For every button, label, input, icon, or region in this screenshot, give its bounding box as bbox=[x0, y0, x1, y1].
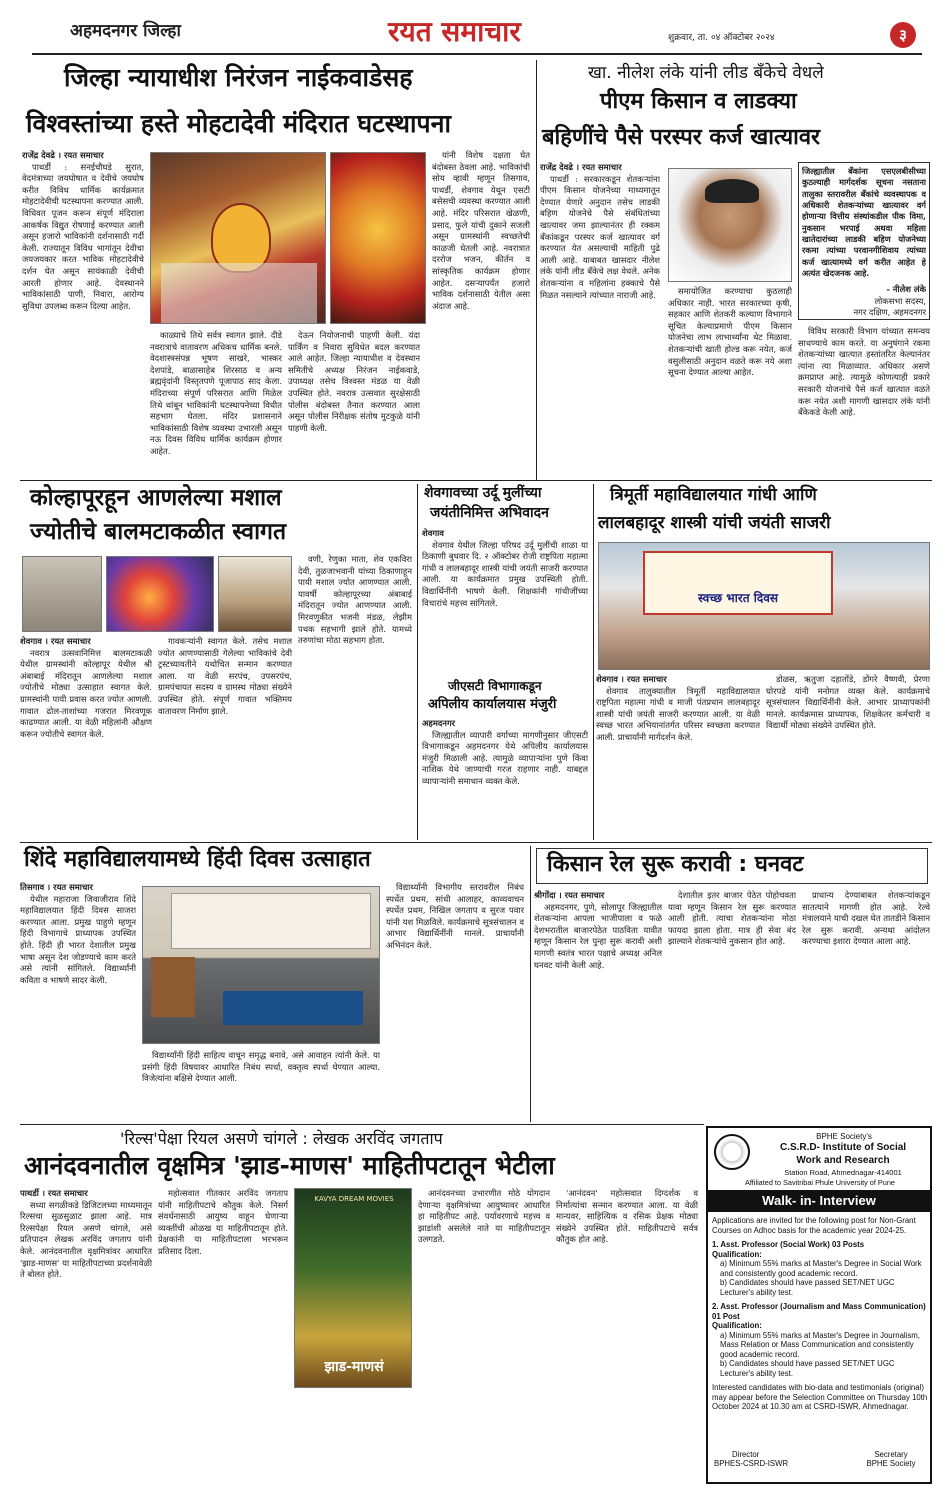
headline: किसान रेल सुरू करावी : घनवट bbox=[547, 852, 804, 877]
section-rule bbox=[20, 842, 932, 843]
byline: राजेंद्र देवढे । रयत समाचार bbox=[540, 162, 622, 172]
article-text: 'आनंदवन' महोत्सवात दिग्दर्शक व निर्मात्यांचा सन्मान करण्यात आला. या वेळी मान्यवर, साहित्यिक व रसिक प्रेक्षक मोठ्या संख्येने उपस्थित होते. माहितीपटाचे सर्वत्र कौतुक होत आहे. bbox=[556, 1188, 698, 1245]
article-text: समायोजित करण्याचा कुठलाही अधिकार नाही. भारत सरकारच्या कृषी, सहकार आणि शेतकरी कल्याण विभागाने सूचित केल्याप्रमाणे पीएम किसान योजनेचा लाभ लाभार्थ्यांना थेट मिळावा. शेतकऱ्यांची खाती होल्ड करू नयेत, कर्ज वसुलीसाठी अनुदान वळते करू नये अशा सूचना देण्यात आल्या आहेत. bbox=[668, 286, 792, 378]
banner-text: स्वच्छ भारत दिवस bbox=[697, 591, 779, 605]
article-mohtadevi bbox=[20, 58, 532, 478]
article-col-2 bbox=[668, 286, 792, 475]
article-col-1 bbox=[20, 882, 136, 1118]
article-text: डोळस, ऋतुजा दहातोंडे, डोंगरे वैष्णवी, प्रेरणा घोरपडे यांनी मनोगत व्यक्त केले. कार्यक्रमाचे सूत्रसंचालन विद्यार्थिनींनी केले. आभार प्राध्यापकांनी मानले. कार्यक्रमास प्राध्यापक, शिक्षकेतर कर्मचारी व विद्यार्थी मोठ्या संख्येने उपस्थित होते. bbox=[766, 674, 930, 731]
org-name-1: BPHE Society's bbox=[816, 1132, 872, 1141]
article-col-2 bbox=[158, 1188, 288, 1480]
article-trimurti bbox=[596, 484, 932, 840]
headline-line1: त्रिमूर्ती महाविद्यालयात गांधी आणि bbox=[610, 485, 817, 505]
article-col-1 bbox=[534, 890, 662, 1118]
article-mashal bbox=[20, 484, 414, 840]
banner-board bbox=[643, 551, 833, 615]
page-number-badge bbox=[890, 22, 916, 48]
headline: शिंदे महाविद्यालयामध्ये हिंदी दिवस उत्साहात bbox=[24, 847, 371, 872]
article-text: प्राधान्य देण्याबाबत शेतकऱ्यांकडून सातत्याने मागणी होत आहे. रेल्वे मंत्रालयाने याची दखल घेत तातडीने किसान रेल सुरू करावी. अन्यथा आंदोलन करण्याचा इशारा देण्यात आला आहे. bbox=[802, 890, 930, 947]
article-text: देऊन नियोजनाची पाहणी केली. यंदा पार्किंग व निवारा सुविधेत बदल करण्यात आले आहेत. जिल्हा न्यायाधीश व देवस्थान समितीचे अध्यक्ष निरंजन नाईकवाडे, उपाध्यक्ष तसेच विश्वस्त मंडळ या वेळी उपस्थित होते. नवरात्र उत्सवात सुरक्षेसाठी पोलीस बंदोबस्त तैनात करण्यात आला असून पोलीस निरीक्षक संतोष मुटकुळे यांनी पाहणी केली. bbox=[288, 330, 420, 433]
ad-intro: Applications are invited for the following post for Non-Grant Courses on Adhoc basis for the academic year 2024-25. bbox=[712, 1216, 916, 1235]
article-col-3 bbox=[418, 1188, 550, 1480]
quote-author: - नीलेश लंके bbox=[886, 284, 926, 294]
headline-box bbox=[536, 848, 928, 884]
article-text: जिल्ह्यातील व्यापारी वर्गाच्या मागणीनुसार जीएसटी विभागाकडून अहमदनगर येथे अपिलीय कार्यालयास मंजुरी मिळाली आहे. त्यामुळे व्यापाऱ्यांना पुणे किंवा नाशिक येथे जाण्याची गरज राहणार नाही. याबद्दल व्यापाऱ्यांनी समाधान व्यक्त केले. bbox=[422, 729, 588, 786]
byline: तिसगाव । रयत समाचार bbox=[20, 882, 93, 892]
documentary-poster bbox=[294, 1188, 412, 1388]
sub-headline-line2: अपिलीय कार्यालयास मंजुरी bbox=[428, 697, 557, 712]
hindi-diwas-photo bbox=[142, 886, 380, 1044]
article-col-1 bbox=[22, 150, 144, 475]
college-event-photo bbox=[598, 542, 930, 670]
secretary-title: Secretary bbox=[874, 1450, 908, 1459]
article-col-3 bbox=[802, 890, 930, 1118]
article-text: सध्या सगळीकडे डिजिटलच्या माध्यमातून रिल्सचा सुळसुळाट झाला आहे. मात्र रिल्सपेक्षा रियल असणे चांगले, असे प्रतिपादन लेखक अरविंद जगताप यांनी केले. आनंदवनातील वृक्षमित्रांवर आधारित 'झाड-माणस' या माहितीपटाच्या प्रदर्शनावेळी ते बोलत होते. bbox=[20, 1199, 152, 1280]
article-text: येथील महाराजा जिवाजीराव शिंदे महाविद्यालयात हिंदी दिवस साजरा करण्यात आला. प्रमुख पाहुणे म्हणून हिंदी विभागाचे प्राध्यापक उपस्थित होते. हिंदी ही भारत देशातील प्रमुख भाषा असून देश जोडण्याचे काम करते असे त्यांनी सांगितले. विद्यार्थ्यांनी कविता व भाषणे सादर केली. bbox=[20, 893, 136, 985]
podium bbox=[151, 957, 195, 1017]
article-col-1 bbox=[20, 1188, 152, 1480]
article-text: विद्यार्थ्यांनी हिंदी साहित्य वाचून समृद्ध बनावे, असे आवाहन त्यांनी केले. या प्रसंगी हिंदी विषयावर आधारित निबंध स्पर्धा, वक्तृत्व स्पर्धा घेण्यात आल्या. विजेत्यांना बक्षिसे देण्यात आली. bbox=[142, 1050, 380, 1084]
byline: पाथर्डी । रयत समाचार bbox=[20, 1188, 88, 1198]
address-line-2: Affiliated to Savitribai Phule University of Pune bbox=[745, 1178, 895, 1187]
headline-line1: पीएम किसान व लाडक्या bbox=[600, 89, 797, 114]
headline-line2: विश्वस्तांच्या हस्ते मोहटादेवी मंदिरात घटस्थापना bbox=[26, 109, 451, 138]
director-title: Director bbox=[732, 1450, 760, 1459]
kicker: खा. नीलेश लंके यांनी लीड बँकेचे वेधले bbox=[588, 63, 824, 83]
signature-director bbox=[714, 1450, 814, 1468]
section-rule bbox=[20, 480, 932, 481]
address-line-1: Station Road, Ahmednagar-414001 bbox=[784, 1168, 902, 1177]
byline: श्रीगोंदा । रयत समाचार bbox=[534, 890, 605, 900]
district-label: अहमदनगर जिल्हा bbox=[70, 21, 181, 41]
article-text: शेवगाव तालुक्यातील त्रिमूर्ती महाविद्यालयात राष्ट्रपिता महात्मा गांधी व माजी पंतप्रधान लालबहादूर शास्त्री यांची जयंती साजरी करण्यात आली. या वेळी स्वच्छ भारत अभियानांतर्गत परिसर स्वच्छता करण्यात आली. प्राचार्यांनी मार्गदर्शन केले. bbox=[596, 685, 760, 742]
col-divider bbox=[530, 846, 531, 1122]
org-name-2: C.S.R.D- Institute of Social bbox=[779, 1142, 907, 1153]
org-name-3: Work and Research bbox=[796, 1155, 890, 1166]
article-text: पाथर्डी : सरकारकडून शेतकऱ्यांना पीएम किसान योजनेच्या माध्यमातून देण्यात येणारे अनुदान तसेच लाडकी बहिण योजनेचे पैसे संबंधितांच्या खात्यावर जमा झाल्यानंतर ही रक्कम बँकांकडून परस्पर कर्ज खात्यावर वर्ग करण्यात येत असल्याची माहिती पुढे आली आहे. याबाबत खासदार नीलेश लंके यांनी लीड बँकेचे लक्ष वेधले. अनेक शेतकऱ्यांना व महिलांना हक्काचे पैसे मिळत नसल्याने त्यांच्यात नाराजी आहे. bbox=[540, 173, 660, 300]
headline: आनंदवनातील वृक्षमित्र 'झाड-माणस' माहितीपटातून भेटीला bbox=[24, 1151, 555, 1180]
article-col-2 bbox=[142, 1050, 380, 1118]
article-col-1 bbox=[540, 162, 660, 475]
headline-line1: कोल्हापूरहून आणलेल्या मशाल bbox=[30, 485, 282, 511]
headline-line2: बहिणींचे पैसे परस्पर कर्ज खात्यावर bbox=[542, 125, 821, 150]
walk-in-title: Walk- in- Interview bbox=[762, 1193, 876, 1208]
people-group bbox=[161, 263, 317, 323]
page-header bbox=[0, 0, 945, 56]
table bbox=[223, 991, 363, 1025]
article-text: अहमदनगर, पुणे, सोलापूर जिल्ह्यातील शेतकऱ्यांना आपला भाजीपाला व फळे देशभरातील बाजारपेठेत पाठविता यावीत म्हणून किसान रेल पुन्हा सुरू करावी अशी मागणी स्वतंत्र भारत पक्षाचे अध्यक्ष अनिल घनवट यांनी केली आहे. bbox=[534, 901, 662, 970]
poster-studio: KAVYA DREAM MOVIES bbox=[314, 1195, 394, 1203]
quote-text: जिल्ह्यातील बँकांना एसएलबीसीच्या कुठल्याही मार्गदर्शक सूचना नसताना तालुका स्तरावरील बँकांचे व्यवस्थापक व अधिकारी शेतकऱ्यांच्या खात्यावर वर्ग होणाऱ्या वित्तीय संस्थांकडील पीक विमा, नुकसान भरपाई अथवा महिला खातेदारांच्या लाडकी बहिण योजनेच्या रकमा त्यांच्या परवानगीशिवाय त्यांच्या कर्ज खात्यामध्ये वर्ग करीत आहेत हे अत्यंत खेदजनक आहे. bbox=[802, 166, 926, 278]
article-col-3 bbox=[298, 554, 412, 836]
article-text: पाथर्डी : सनईचौघडे सुरात, वेदमंत्राच्या जयघोषात व देवीचे जयघोष करीत विविध धार्मिक कार्यक्रमात मोहटादेवीची घटस्थापना करण्यात आली. विधिवत पूजन करून संपूर्ण मंदिराला आकर्षक विद्युत रोषणाई करण्यात आली असून हजारो भाविकांनी दर्शनासाठी गर्दी केली. राज्यातून विविध भागांतून देवीचा जयजयकार करत भाविक मोहटादेवीचे दर्शन घेत असून सायंकाळी देवीची आरती होणार आहे. देवस्थानने भाविकांसाठी पाणी, निवारा, आरोग्य सुविधा उपलब्ध करून दिल्या आहेत. bbox=[22, 161, 144, 311]
ad-body bbox=[712, 1216, 928, 1412]
institute-logo bbox=[714, 1134, 750, 1170]
byline: शेवगाव bbox=[422, 528, 444, 538]
director-name: BPHES-CSRD-ISWR bbox=[714, 1459, 789, 1468]
quote-role1: लोकसभा सदस्य, bbox=[874, 295, 926, 306]
article-zaad-manas bbox=[20, 1128, 700, 1484]
nilesh-lanke-photo bbox=[668, 168, 792, 282]
elder-photo bbox=[218, 556, 292, 632]
headline-line2: लालबहादूर शास्त्री यांची जयंती साजरी bbox=[598, 513, 831, 533]
col-divider bbox=[536, 60, 537, 480]
article-col-2 bbox=[766, 674, 930, 836]
article-text: शेवगाव येथील जिल्हा परिषद उर्दू मुलींची शाळा या ठिकाणी बुधवार दि. २ ऑक्टोबर रोजी राष्ट्रपिता महात्मा गांधी व लालबहादूर शास्त्री यांची जयंती साजरी करण्यात आली. या कार्यक्रमात प्रमुख उपस्थिती होती. विद्यार्थिनींनी भाषणे केली. शिक्षकांनी गांधीजींच्या विचारांचे महत्त्व सांगितले. bbox=[422, 539, 588, 608]
post-1-title: 1. Asst. Professor (Social Work) 03 Posts bbox=[712, 1240, 865, 1249]
byline: शेवगाव । रयत समाचार bbox=[20, 636, 91, 646]
sub-article-text-box bbox=[422, 718, 588, 836]
post-1-qualification-label: Qualification: bbox=[712, 1249, 762, 1259]
issue-date: शुक्रवार, ता. ०४ ऑक्टोबर २०२४ bbox=[668, 33, 775, 43]
article-col-3 bbox=[386, 882, 524, 1118]
quote-role2: नगर दक्षिण, अहमदनगर bbox=[853, 307, 926, 318]
hair-shape bbox=[705, 179, 759, 203]
article-text: काळ्याचे तिथे सर्वत्र स्वागत झाले. दीडे नवरात्राचे वातावरण अधिकच धार्मिक बनले. वेदशास्त्रसंपन्न भूषण साखरे, भास्कर देशपांडे, बाळासाहेब शिरसाठ व अन्य ब्रह्मवृंदांनी विस्तृतपणे पूजापाठ साद केला. मंदिराच्या संपूर्ण परिसरात आणि मिळेल तिथे थांबून भाविकांनी घटस्थापनेच्या विधीत सहभाग घेतला. मंदिर प्रशासनाने भाविकांसाठी विशेष व्यवस्था उभारली असून नऊ दिवस विविध धार्मिक कार्यक्रम होणार आहेत. bbox=[150, 330, 282, 456]
kicker: 'रिल्स'पेक्षा रियल असणे चांगले : लेखक अरविंद जगताप bbox=[120, 1129, 443, 1148]
signature-secretary bbox=[854, 1450, 928, 1468]
byline: राजेंद्र देवढे । रयत समाचार bbox=[22, 150, 104, 160]
article-text: नवरात्र उत्सवानिमित्त बालमटाकळी येथील ग्रामस्थांनी कोल्हापूर येथील श्री अंबाबाई मंदिरातून आणलेल्या मशाल ज्योतीचे मोठ्या उत्साहात स्वागत केले. ग्रामस्थांनी पायी प्रवास करत ज्योत आणली. गावात ढोल-ताशांच्या गजरात मिरवणूक काढण्यात आली. या वेळी महिलांनी औक्षण करून ज्योतीचे स्वागत केले. bbox=[20, 647, 152, 739]
article-kisan-rail bbox=[534, 846, 932, 1122]
article-col-4 bbox=[798, 326, 930, 475]
post-2-title: 2. Asst. Professor (Journalism and Mass Communication) 01 Post bbox=[712, 1302, 926, 1321]
headline-line1: शेवगावच्या उर्दू मुलींच्या bbox=[424, 485, 542, 501]
page-number: ३ bbox=[899, 26, 907, 44]
mashal-photo bbox=[106, 556, 214, 632]
col-divider bbox=[417, 484, 418, 840]
post-1-criteria-b: b) Candidates should have passed SET/NET UGC Lecturer's ability test. bbox=[720, 1278, 895, 1297]
article-text: देशातील इतर बाजार पेठेत पोहोचवता यावा म्हणून किसान रेल सुरू करण्यात आली होती. त्याचा शेतकऱ्यांना मोठा फायदा झाला होता. मात्र ही सेवा बंद झाल्याने शेतकऱ्यांचे नुकसान होत आहे. bbox=[668, 890, 796, 947]
crowd-photo bbox=[22, 556, 102, 632]
article-col-1 bbox=[596, 674, 760, 836]
stage-banner bbox=[171, 893, 371, 949]
article-col-4 bbox=[432, 150, 530, 475]
temple-photo bbox=[150, 152, 326, 324]
headline-line2: जयंतीनिमित्त अभिवादन bbox=[430, 505, 549, 521]
secretary-name: BPHE Society bbox=[866, 1459, 916, 1468]
quote-box bbox=[798, 162, 930, 320]
byline: शेवगाव । रयत समाचार bbox=[596, 674, 667, 684]
col-divider bbox=[593, 484, 594, 840]
byline: अहमदनगर bbox=[422, 718, 456, 728]
article-text: वणी, रेणुका माता, शेव एकविरा देवी, तुळजाभवानी यांच्या ठिकाणाहून पायी मशाल ज्योत आणण्यात आली. यावर्षी कोल्हापूरच्या अंबाबाई मंदिरातून ज्योत आणण्यात आली. मिरवणुकीत भजनी मंडळ, लेझीम पथक सहभागी झाले होते. यामध्ये तरुणांचा मोठा सहभाग होता. bbox=[298, 554, 412, 646]
article-text: विविध सरकारी विभाग यांच्यात समन्वय साधण्याचे काम करते. या अनुषंगाने रकमा शेतकऱ्यांच्या खात्यात हस्तांतरित केल्यानंतर त्यांना त्या मिळाव्यात. अधिकार असणे क्रमप्राप्त आहे. त्यामुळे कोणत्याही प्रकारे सरकारी योजनांचे पैसे कर्ज खात्यात वळते करू नयेत अशी मागणी खासदार लंके यांनी बँकेकडे केली आहे. bbox=[798, 326, 930, 418]
walk-in-interview-ad bbox=[706, 1126, 932, 1484]
article-col-3 bbox=[288, 330, 420, 475]
article-urdu-school bbox=[420, 484, 590, 840]
article-text: यांनी विशेष दक्षता घेत बंदोबस्त ठेवला आहे. भाविकांची सोय व्हावी म्हणून तिसगाव, पाथर्डी, शेवगाव येथून एसटी बसेसची व्यवस्था करण्यात आली आहे. मंदिर परिसरात खेळणी, प्रसाद, फुले यांची दुकाने सजली असून ग्रामस्थांनी स्वच्छतेची काळजी घेतली आहे. नवरात्रात दररोज भजन, कीर्तन व सांस्कृतिक कार्यक्रम होणार आहेत. दसऱ्यापर्यंत हजारो भाविक दर्शनासाठी येतील असा अंदाज आहे. bbox=[432, 150, 530, 311]
walk-in-banner bbox=[708, 1190, 930, 1212]
article-text: आनंदवनच्या उभारणीत मोठे योगदान देणाऱ्या वृक्षमित्रांच्या आयुष्यावर आधारित हा माहितीपट आहे. पर्यावरणाचे महत्त्व व झाडांशी असलेले नाते या माहितीपटातून उलगडते. bbox=[418, 1188, 550, 1245]
section-rule bbox=[20, 1124, 704, 1125]
devi-idol-photo bbox=[330, 152, 426, 324]
article-text-box bbox=[422, 528, 588, 670]
article-hindi-diwas bbox=[20, 846, 526, 1122]
poster-title: झाड-माणसं bbox=[324, 1359, 384, 1375]
masthead: रयत समाचार bbox=[388, 15, 521, 48]
article-pm-kisan bbox=[540, 58, 932, 478]
article-col-2 bbox=[158, 636, 292, 836]
headline-line1: जिल्हा न्यायाधीश निरंजन नाईकवाडेसह bbox=[64, 63, 413, 92]
post-2-criteria-a: a) Minimum 55% marks at Master's Degree in Journalism, Mass Relation or Mass Communication and consistently good academic record. bbox=[720, 1330, 920, 1359]
article-col-1 bbox=[20, 636, 152, 836]
article-col-2 bbox=[150, 330, 282, 475]
post-2-criteria-b: b) Candidates should have passed SET/NET UGC Lecturer's ability test. bbox=[720, 1359, 895, 1378]
article-text: महोत्सवात गीतकार अरविंद जगताप यांनी माहितीपटाचे कौतुक केले. निसर्ग संवर्धनासाठी आयुष्य वाहून घेणाऱ्या व्यक्तींची ओळख या माहितीपटातून होते. प्रेक्षकांनी या माहितीपटाला भरभरून प्रतिसाद दिला. bbox=[158, 1188, 288, 1256]
article-text: गावकऱ्यांनी स्वागत केले. तसेच मशाल ज्योत आणण्यासाठी गेलेल्या भाविकांचे देवी ट्रस्टच्यावतीने यथोचित सन्मान करण्यात आला. या वेळी सरपंच, उपसरपंच, ग्रामपंचायत सदस्य व ग्रामस्थ मोठ्या संख्येने उपस्थित होते. संपूर्ण गावात भक्तिमय वातावरण निर्माण झाले. bbox=[158, 636, 292, 716]
post-2-qualification-label: Qualification: bbox=[712, 1321, 762, 1330]
header-rule bbox=[32, 53, 922, 55]
article-text: विद्यार्थ्यांनी विभागीय स्तरावरील निबंध स्पर्धेत प्रथम, सांधी आलाहर, काव्यवाचन स्पर्धेत प्रथम, निखिल जगताप व सुरज पवार यांनी यश मिळविले. कार्यक्रमाचे सूत्रसंचालन व आभार विद्यार्थिनींनी मानले. प्राचार्यांनी अभिनंदन केले. bbox=[386, 882, 524, 950]
article-col-4 bbox=[556, 1188, 698, 1480]
post-1-criteria-a: a) Minimum 55% marks at Master's Degree in Social Work and consistently good academic record. bbox=[720, 1259, 922, 1278]
article-col-2 bbox=[668, 890, 796, 1118]
sub-headline-line1: जीएसटी विभागाकडून bbox=[448, 679, 542, 693]
headline-line2: ज्योतीचे बालमटाकळीत स्वागत bbox=[30, 519, 287, 545]
ad-closing: Interested candidates with bio-data and testimonials (original) may appear before the Selection Committee on Thursday 10th October 2024 at 10.30 am at CSRD-ISWR, Ahmednagar. bbox=[712, 1383, 928, 1411]
